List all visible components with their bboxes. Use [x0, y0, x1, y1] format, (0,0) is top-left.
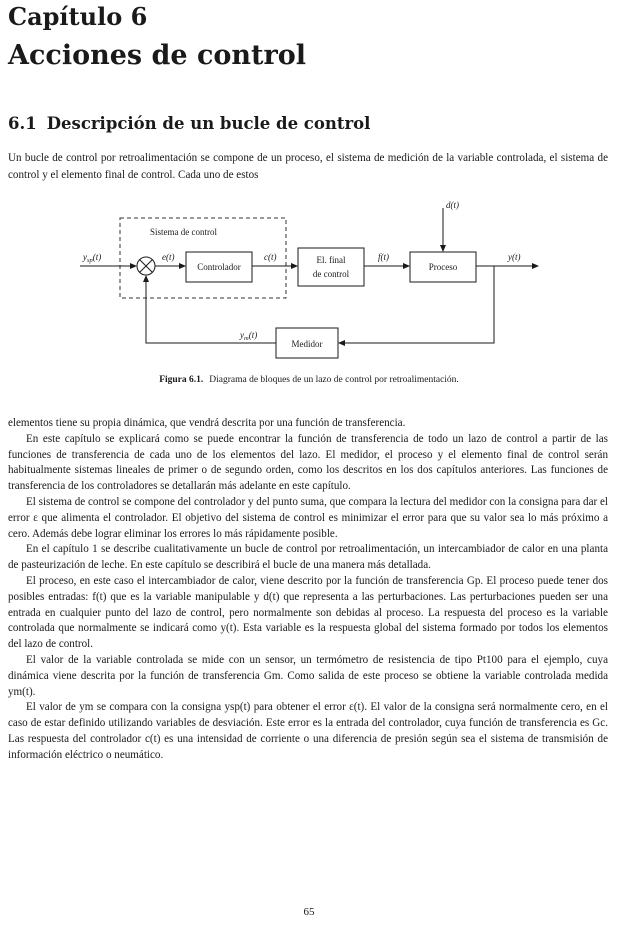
controller-label: Controlador	[197, 262, 241, 272]
section-number: 6.1	[8, 114, 37, 133]
final-element-label-1: El. final	[316, 255, 346, 265]
section-title: Descripción de un bucle de control	[46, 114, 371, 133]
figure-caption	[0, 375, 618, 385]
final-element-label-2: de control	[312, 269, 350, 279]
intro-paragraph: Un bucle de control por retroalimentación se compone de un proceso, el sistema de medición de la variable controlada, el sistema de control y el elemento final de control. Cada uno de estos	[8, 152, 608, 181]
control-system-label: Sistema de control	[150, 227, 217, 237]
body-paragraph: El valor de ym se compara con la consigna ysp(t) para obtener el error ε(t). El valor de la consigna será normalmente cero, en el caso de estar definido utilizando variables de desviación. Este error es la entrada del controlador, cuya función de transferencia es Gc. Las respuesta del controlador c(t) es una intensidad de corriente o una diferencia de presión según sea el sistema de transmisión de información eléctrico o neumático.	[8, 701, 608, 761]
body-paragraph: elementos tiene su propia dinámica, que vendrá descrita por una función de transferencia.	[8, 417, 406, 429]
figure-caption-text: Diagrama de bloques de un lazo de control por retroalimentación.	[209, 375, 459, 385]
manipulated-signal-label: f(t)	[378, 252, 389, 262]
measured-signal-label: $y_m(t)$	[240, 330, 258, 342]
output-signal-label: y(t)	[508, 252, 521, 262]
error-signal-label: e(t)	[162, 252, 175, 262]
block-diagram	[80, 200, 540, 370]
process-label: Proceso	[428, 262, 458, 272]
meter-label: Medidor	[291, 339, 323, 349]
body-paragraph: El valor de la variable controlada se mide con un sensor, un termómetro de resistencia de tipo Pt100 para el ejemplo, cuya dinámica viene descrita por la función de transferencia Gm. Como salida de este proceso se obtiene la variable controlada medida ym(t).	[8, 653, 608, 698]
body-paragraph: El proceso, en este caso el intercambiador de calor, viene descrito por la función de transferencia Gp. El proceso puede tener dos posibles entradas: f(t) que es la variable manipulable y d(t) que representa a las perturbaciones. Las perturbaciones pueden ser una entrada en cualquier punto del lazo de control, pero normalmente son debidas al proceso. La respuesta del proceso es la variable controlada que normalmente se indicará como y(t). Esta variable es la respuesta global del sistema formado por todos los elementos del lazo de control.	[8, 574, 608, 651]
body-paragraph: En este capítulo se explicará como se puede encontrar la función de transferencia de todo un lazo de control a partir de las funciones de transferencia de cada uno de los elementos del lazo. El medidor, el proceso y el elemento final de control serán habitualmente sistemas lineales de primer o de segundo orden, como los descritos en los dos capítulos anteriores. Las funciones de transferencia de los controladores se detallarán más adelante en este capítulo.	[8, 432, 608, 493]
body-text	[8, 416, 608, 764]
body-paragraph: En el capítulo 1 se describe cualitativamente un bucle de control por retroalimentación, un intercambiador de calor en una planta de pasteurización de leche. En este capítulo se describirá el bucle de una manera más detallada.	[8, 543, 608, 572]
setpoint-signal-label: $y_{sp}(t)$	[83, 252, 102, 264]
section-heading	[8, 114, 370, 133]
final-element-block	[298, 248, 364, 286]
page-number: 65	[303, 906, 315, 918]
controller-output-label: c(t)	[264, 252, 277, 262]
body-paragraph: El sistema de control se compone del controlador y del punto suma, que compara la lectura del medidor con la consigna para dar el error ε que alimenta el controlador. El objetivo del sistema de control es minimizar el error para que su valor sea lo más próximo a cero. Además debe lograr eliminar los errores lo más rápidamente posible.	[8, 495, 608, 540]
chapter-title: Acciones de control	[8, 40, 307, 71]
chapter-label: Capítulo 6	[8, 2, 148, 31]
figure-caption-label: Figura 6.1.	[159, 375, 204, 385]
block-diagram-svg	[80, 200, 540, 370]
summing-junction	[137, 257, 155, 275]
disturbance-signal-label: d(t)	[446, 200, 459, 210]
